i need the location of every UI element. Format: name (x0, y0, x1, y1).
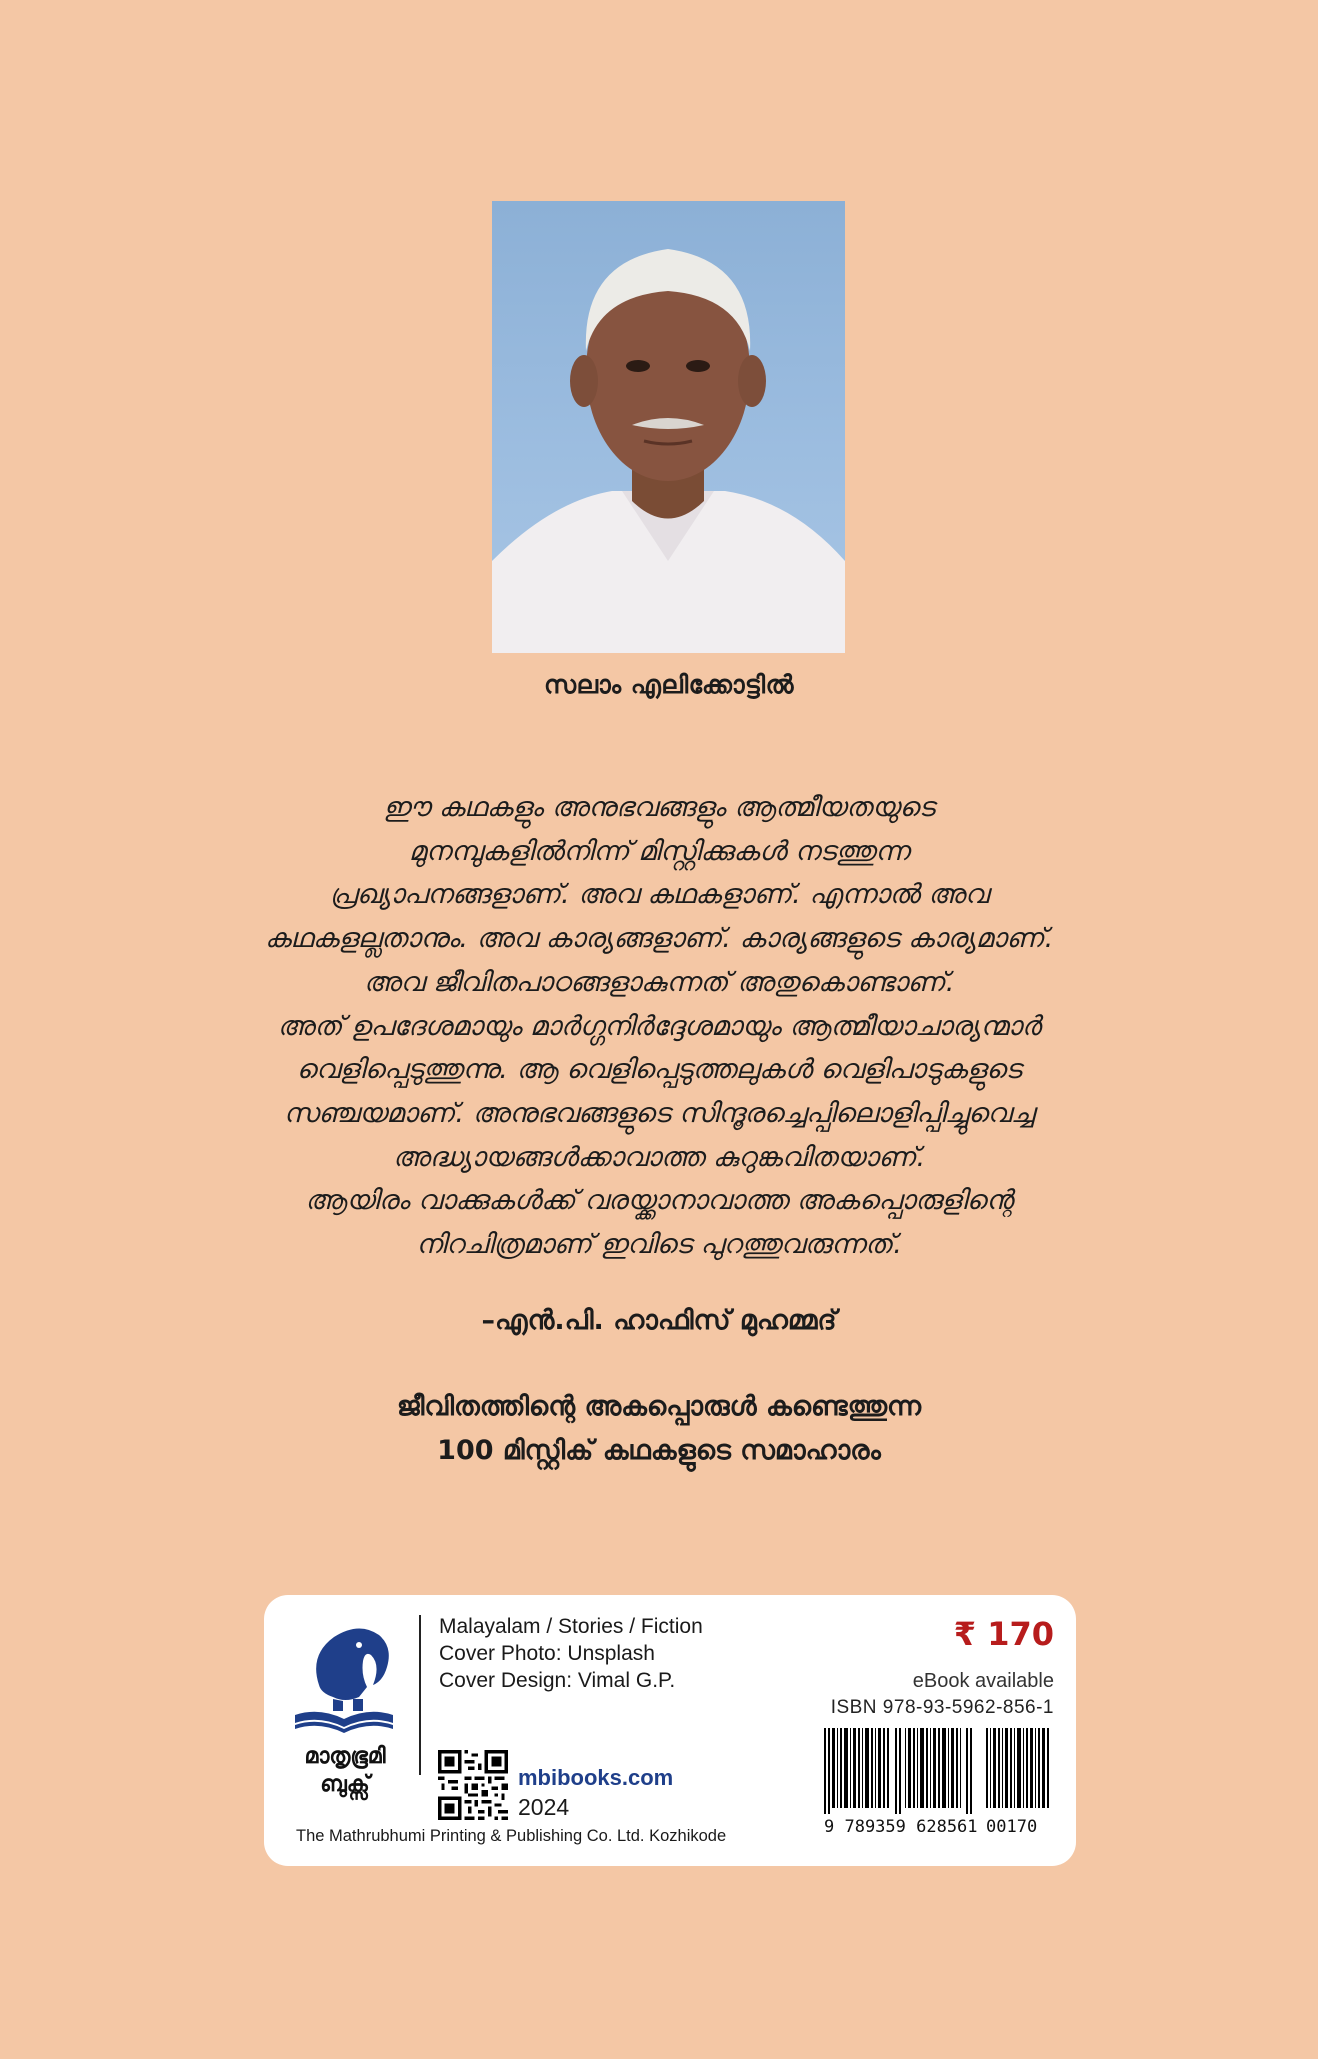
website-link[interactable]: mbibooks.com (518, 1765, 674, 1790)
logo-text-line-2: ബുക്സ് (320, 1772, 370, 1797)
blurb-line: മുനമ്പുകളിൽനിന്ന് മിസ്റ്റിക്കുകൾ നടത്തുന്ന (408, 835, 910, 867)
publisher-info-panel (264, 1595, 1076, 1866)
barcode-addon-number: 00170 (986, 1817, 1038, 1837)
blurb-line: ആയിരം വാക്കുകൾക്ക് വരയ്ക്കാനാവാത്ത അകപ്പൊരുളിന്റെ (305, 1185, 1013, 1217)
blurb-line: സഞ്ചയമാണ്. അനുഭവങ്ങളുടെ സിന്ദൂരച്ചെപ്പിലൊളിപ്പിച്ചുവെച്ച (283, 1097, 1035, 1129)
author-photo (492, 201, 845, 653)
blurb-line: പ്രഖ്യാപനങ്ങളാണ്. അവ കഥകളാണ്. എന്നാൽ അവ (329, 879, 989, 911)
ebook-availability: eBook available (912, 1670, 1054, 1692)
blurb-attribution: –എൻ.പി. ഹാഫിസ് മുഹമ്മദ് (481, 1305, 837, 1336)
author-name: സലാം എലിക്കോട്ടിൽ (544, 670, 794, 699)
blurb-line: നിറചിത്രമാണ് ഇവിടെ പുറത്തുവരുന്നത്. (416, 1229, 902, 1261)
isbn: ISBN 978-93-5962-856-1 (830, 1697, 1054, 1718)
blurb-line: അദ്ധ്യായങ്ങൾക്കാവാത്ത കുറുങ്കവിതയാണ്. (392, 1141, 926, 1173)
qr-code-icon (438, 1750, 508, 1820)
barcode-addon-icon (986, 1728, 1052, 1814)
blurb-line: അത് ഉപദേശമായും മാർഗ്ഗനിർദ്ദേശമായും ആത്മീയാചാര്യന്മാർ (277, 1010, 1041, 1042)
tagline-line-2: 100 മിസ്റ്റിക് കഥകളുടെ സമാഹാരം (437, 1435, 881, 1466)
blurb-line: അവ ജീവിതപാഠങ്ങളാകുന്നത് അതുകൊണ്ടാണ്. (363, 966, 955, 998)
blurb-line: ഈ കഥകളും അനുഭവങ്ങളും ആത്മീയതയുടെ (383, 792, 935, 823)
blurb-text (180, 786, 1138, 1267)
tagline-line-1: ജീവിതത്തിന്റെ അകപ്പൊരുൾ കണ്ടെത്തുന്ന (396, 1391, 922, 1422)
price: ₹ 170 (953, 1615, 1054, 1653)
cover-photo-credit: Cover Photo: Unsplash (439, 1642, 655, 1665)
elephant-book-logo-icon (289, 1615, 399, 1740)
barcode-main-icon (824, 1728, 974, 1814)
blurb-line: കഥകളല്ലതാനും. അവ കാര്യങ്ങളാണ്. കാര്യങ്ങളുടെ കാര്യമാണ്. (264, 923, 1054, 955)
publisher-logo-text (284, 1743, 406, 1799)
tagline (250, 1385, 1068, 1473)
publication-year: 2024 (518, 1794, 570, 1820)
book-metadata (439, 1613, 703, 1694)
publisher-name: The Mathrubhumi Printing & Publishing Co. Ltd. Kozhikode (296, 1827, 727, 1845)
barcode-number: 9 789359 628561 (824, 1817, 978, 1837)
category-text: Malayalam / Stories / Fiction (439, 1615, 703, 1638)
cover-design-credit: Cover Design: Vimal G.P. (439, 1669, 676, 1692)
panel-divider (419, 1615, 421, 1775)
logo-text-line-1: മാതൃഭൂമി (304, 1744, 386, 1769)
blurb-line: വെളിപ്പെടുത്തുന്നു. ആ വെളിപ്പെടുത്തലുകൾ വെളിപാടുകളുടെ (296, 1054, 1022, 1086)
